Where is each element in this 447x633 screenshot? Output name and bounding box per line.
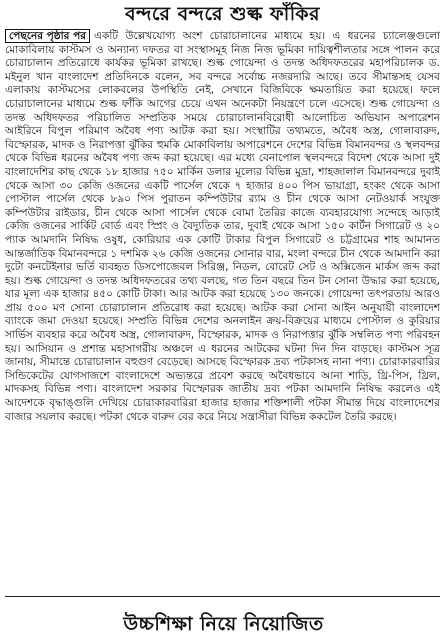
article-body-text: একটি উল্লেখযোগ্য অংশ চোরাচালানের মাধ্যমে হয়। এ ধরনের চ্যালেঞ্জগুলো মোকাবিলায় কাস্টমস ও অন্যান্য দফতর বা সংস্থাসমূহ নিজ নিজ ভূমিকা দায়িত্বশীলতার সঙ্গে পালন করে চোরাচালান প্রতিরোধে কার্যকর ভূমিকা রাখছে। শুল্ক গোয়েন্দা ও তদন্ত অধিদফতরের মহাপরিচালক ড. মইনুল খান বাংলাদেশ প্রতিদিনকে বলেন, সব বন্দরে সর্বোচ্চ নজরদারি আছে। তবে সীমান্তসহ যেসব এলাকায় কাস্টমসের লোকবলের উপস্থিতি নেই, সেখানে বিজিবিকে ক্ষমতায়িত করা হয়েছে। ফলে চোরাচালানের মাধ্যমে শুল্ক ফাঁকি আগের চেয়ে এখন অনেকটা নিয়ন্ত্রণে চলে এসেছে। শুল্ক গোয়েন্দা ও তদন্ত অধিদফতর পরিচালিত সম্প্রতিক সময়ে চোরাচালানবিরোধী আলোচিত অভিযান অপারেশন আইরিনে বিপুল পরিমাণ অবৈধ পণ্য আটক করা হয়। সংস্থাটির তথ্যমতে, অবৈধ অস্ত্র, গোলাবারুদ, বিস্ফোরক, মাদক ও নিরাপত্তা ঝুঁকির হুমকি মোকাবিলায় অপারেশনে দেশের বিভিন্ন বিমানবন্দর ও স্থলবন্দর থেকে বিভিন্ন ধরনের অবৈধ পণ্য জব্দ করা হয়েছে। এর মধ্যে বেনাপোল স্থলবন্দরে বিদেশ থেকে আসা দুই বাংলাদেশির কাছ থেকে ১৮ হাজার ৭৫০ মার্কিন ডলার মূল্যের বিভিন্ন মুদ্রা, শাহজালাল বিমানবন্দরে দুবাই থেকে আসা ৩০ কেজি ওজনের একটি পার্সেল থেকে ৭ হাজার ৪০০ পিস ভায়াগ্রা, হংকং থেকে আসা পোস্টাল পার্সেল থেকে ৮৯০ পিস পুরাতন কম্পিউটার র‌্যাম ও চীন থেকে আসা নেটওয়ার্ক সংযুক্ত কম্পিউটার রাইডার, চীন থেকে আসা পার্সেল থেকে বোমা তৈরির কাজে ব্যবহারযোগ্য সন্দেহে আড়াই কেজি ওজনের সার্কিট বোর্ড এবং স্প্রিং ও বৈদ্যুতিক তার, দুবাই থেকে আসা ১৫০ কার্টন সিগারেট ও ২০ প্যাক আমদানি নিষিদ্ধ ওষুধ, কোরিয়ার এক কোটি টাকার বিপুল সিগারেট ও চট্টগ্রামের শাহ আমানত আন্তর্জাতিক বিমানবন্দরে ১ দশমিক ২৬ কেজি ওজনের সোনার বার, মংলা বন্দরে চীন থেকে আমদানি করা দুটো কনটেইনার ভর্তি ব্যবহৃত ডিসপোজেবল সিরিঞ্জ, নিডল, বোরেট সেট ও অক্সিজেন মার্কস জব্দ করা হয়। শুল্ক গোয়েন্দা ও তদন্ত অধিদফতরের তথ্য বলছে, গত তিন বছরে তিন টন সোনা উদ্ধার করা হয়েছে, যার মূল্য এক হাজার ৪৫০ কোটি টাকা। আর আটক করা হয়েছে ১৩০ জনকে। গোয়েন্দা তৎপরতায় আরও প্রায় ৫০০ মণ সোনা চোরাচালান প্রতিরোধ করা হয়েছে। আটক করা সোনা আইন অনুযায়ী বাংলাদেশ ব্যাংকে জমা দেওয়া হয়েছে। সম্প্রতি বিভিন্ন দেশের অনলাইন ক্রয়-বিক্রয়ের মাধ্যমে পোস্টাল ও কুরিয়ার সার্ভিস ব্যবহার করে অবৈধ অস্ত্র, গোলাবারুদ, বিস্ফোরক, মাদক ও নিরাপত্তার ঝুঁকি সম্বলিত পণ্য পরিবহন হয়। আসিয়ান ও প্রশান্ত মহাসাগরীয় অঞ্চলে এ ধরনের আটকের ঘটনা দিন দিন বাড়ছে। কাস্টমস সূত্র জানায়, সীমান্তে চোরাচালান বহুগুণ বেড়েছে। আসছে বিস্ফোরক দ্রব্য পটকাসহ নানা পণ্য। চোরাকারবারির সিন্ডিকেটের যোগসাজশে বাংলাদেশে অভ্যন্তরে প্রবেশ করছে অবৈধভাবে আনা শাড়ি, থ্রি-পিস, থ্রিল, মাদকসহ বিভিন্ন পণ্য। বাংলাদেশ সরকার বিস্ফোরক জাতীয় দ্রব্য পটকা আমদানি নিষিদ্ধ করলেও এই আদেশকে বৃদ্ধাঙ্গুলি দেখিয়ে চোরাকারবারিরা হাজার হাজার শক্তিশালী পটকা সীমান্ত দিয়ে বাংলাদেশের বাজার সয়লাব করছে। পটকা থেকে বারুদ বের করে নিয়ে সন্ত্রাসীরা বিভিন্ন ককটেল তৈরি করছে। (5, 30, 440, 423)
article-headline: বন্দরে বন্দরে শুল্ক ফাঁকির (125, 3, 320, 25)
next-article-cutoff (0, 612, 447, 633)
article-body (5, 29, 440, 594)
bottom-divider (5, 596, 440, 597)
next-article-headline: উচ্চশিক্ষা নিয়ে নিয়োজিত (123, 613, 324, 633)
continued-from-previous-page-label: পেছনের পৃষ্ঠার পর (5, 29, 90, 43)
